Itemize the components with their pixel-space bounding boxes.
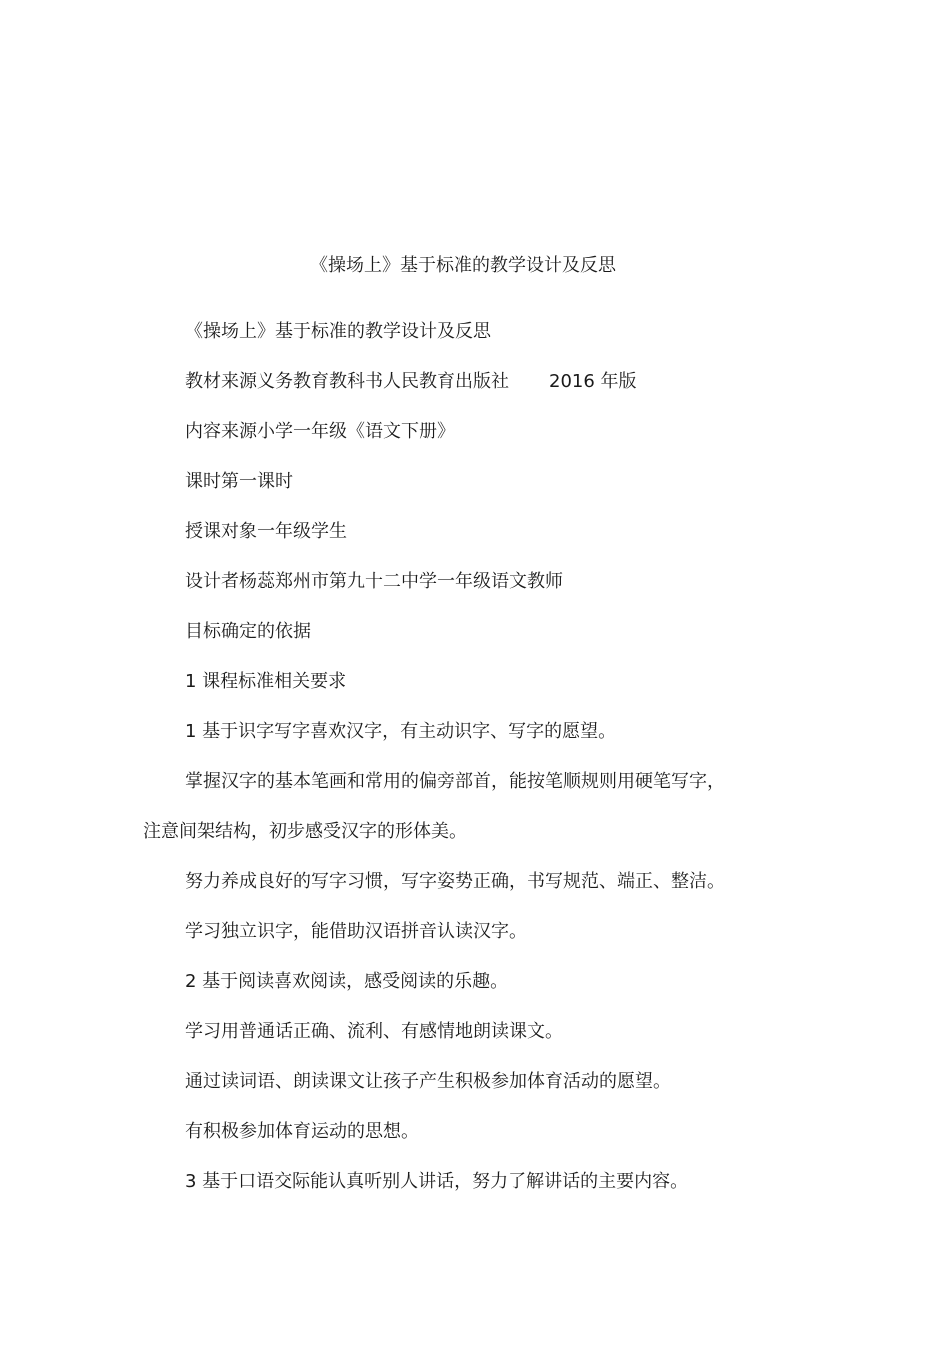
textbook-source-label: 教材来源义务教育教科书人民教育出版社 — [185, 371, 509, 392]
paragraph-read-aloud: 学习用普通话正确、流利、有感情地朗读课文。 — [185, 1021, 563, 1042]
paragraph-lesson-period: 课时第一课时 — [185, 471, 293, 492]
paragraph-strokes: 掌握汉字的基本笔画和常用的偏旁部首，能按笔顺规则用硬笔写字， — [185, 771, 725, 792]
paragraph-content-source: 内容来源小学一年级《语文下册》 — [185, 421, 455, 442]
paragraph-audience: 授课对象一年级学生 — [185, 521, 347, 542]
paragraph-strokes-continued: 注意间架结构，初步感受汉字的形体美。 — [143, 821, 467, 842]
document-subtitle: 《操场上》基于标准的教学设计及反思 — [185, 321, 491, 342]
document-title: 《操场上》基于标准的教学设计及反思 — [310, 255, 616, 276]
textbook-source-line — [185, 369, 637, 395]
section-heading-curriculum-standards: 1 课程标准相关要求 — [185, 671, 347, 692]
paragraph-designer: 设计者杨蕊郑州市第九十二中学一年级语文教师 — [185, 571, 563, 592]
paragraph-writing-habits: 努力养成良好的写字习惯，写字姿势正确，书写规范、端正、整洁。 — [185, 871, 725, 892]
paragraph-sports-thought: 有积极参加体育运动的思想。 — [185, 1121, 419, 1142]
paragraph-reading-requirement: 2 基于阅读喜欢阅读，感受阅读的乐趣。 — [185, 971, 509, 992]
paragraph-literacy-requirement: 1 基于识字写字喜欢汉字，有主动识字、写字的愿望。 — [185, 721, 617, 742]
textbook-source-edition: 2016 年版 — [549, 371, 637, 392]
paragraph-oral-communication: 3 基于口语交际能认真听别人讲话，努力了解讲话的主要内容。 — [185, 1171, 689, 1192]
paragraph-sports-interest: 通过读词语、朗读课文让孩子产生积极参加体育活动的愿望。 — [185, 1071, 671, 1092]
paragraph-independent-literacy: 学习独立识字，能借助汉语拼音认读汉字。 — [185, 921, 527, 942]
section-heading-objective-basis: 目标确定的依据 — [185, 621, 311, 642]
